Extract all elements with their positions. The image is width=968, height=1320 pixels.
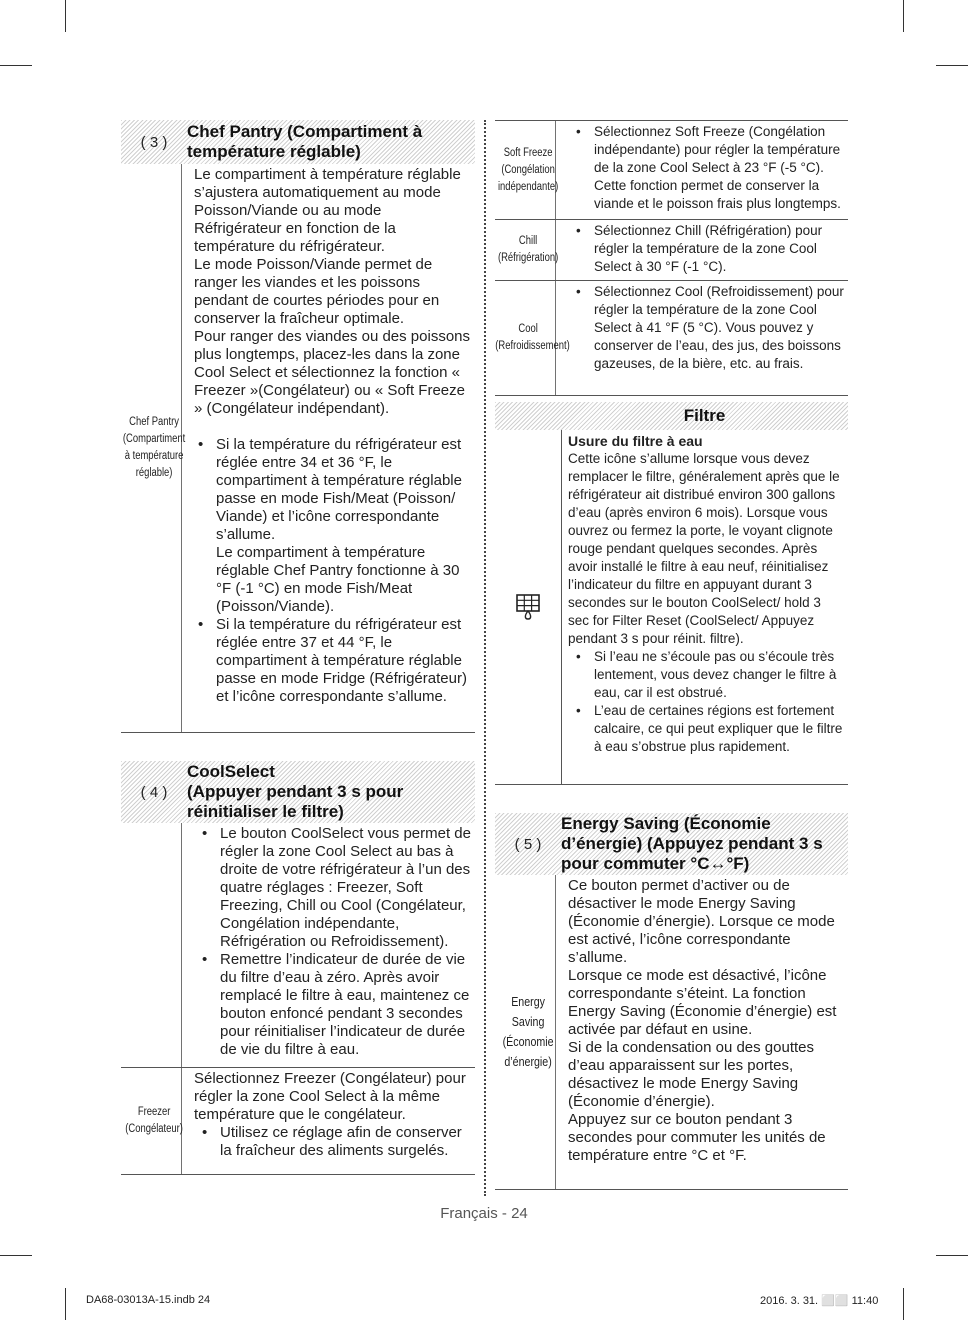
crop-mark — [903, 1288, 904, 1320]
row-content: Usure du filtre à eau Cette icône s’allume lorsque vous devez remplacer le filtre, généralement après que le réfrigérateur ait distribué environ 300 gallons d’eau (après environ 6 mois). Lorsque vous ouvrez ou fermez la porte, le voyant clignote rouge pendant quelques secondes. Après avoir installé le filtre à eau neuf, réinitialisez l’indicateur du filtre en appuyant durant 3 secondes sur le bouton CoolSelect/ hold 3 sec for Filter Reset (CoolSelect/ Appuyez pendant 3 s pour réinit. filtre). • Si l’eau ne s’écoule pas ou s’écoule très lentement, vous devez changer le filtre à eau, car il est obstrué. • L’eau de certaines régions est fortement calcaire, ce qui peut expliquer que le filtre à eau s’obstrue plus rapidement. — [562, 430, 848, 784]
section-number: ( 3 ) — [140, 133, 168, 151]
row-label — [495, 430, 562, 784]
row-content: Sélectionnez Freezer (Congélateur) pour régler la zone Cool Select à la même température que le congélateur. • Utilisez ce réglage afin de conserver la fraîcheur des aliments surgelés. — [188, 1068, 475, 1174]
row-label: Freezer (Congélateur) — [127, 1068, 182, 1174]
row-content: Le compartiment à température réglable s’ajustera automatiquement au mode Poisson/Viande ou au mode Réfrigérateur en fonction de la température du réfrigérateur. Le mode Poisson/Viande permet de ranger les viandes et les poissons pendant de courtes périodes pour en conserver la fraîcheur optimale. Pour ranger des viandes ou des poissons plus longtemps, placez-les dans la zone Cool Select et sélectionnez la fonction « Freezer »(Congélateur) ou « Soft Freeze » (Congélateur indépendant). • Si la température du réfrigérateur est réglée entre 34 et 36 °F, le compartiment à température réglable passe en mode Fish/Meat (Poisson/ Viande) et l’icône correspondante s’allume. Le compartiment à température réglable Chef Pantry fonctionne à 30 °F (-1 °C) en mode Fish/Meat (Poisson/Viande). • Si la température du réfrigérateur est réglée entre 37 et 44 °F, le compartiment à température réglable passe en mode Fridge (Réfrigérateur) et l’icône correspondante s’allume. — [188, 164, 475, 732]
freezer-row — [121, 1068, 475, 1175]
filtre-row — [495, 430, 848, 785]
left-column — [121, 120, 475, 1175]
crop-mark — [0, 65, 32, 66]
crop-mark — [65, 1288, 66, 1320]
list-item: • Si la température du réfrigérateur est réglée entre 37 et 44 °F, le compartiment à température réglable passe en mode Fridge (Réfrigérateur) et l’icône correspondante s’allume. — [216, 616, 471, 706]
list-item: • Utilisez ce réglage afin de conserver la fraîcheur des aliments surgelés. — [220, 1124, 471, 1160]
crop-mark — [936, 1255, 968, 1256]
print-slug: DA68-03013A-15.indb 24 — [86, 1294, 211, 1306]
crop-mark — [65, 0, 66, 32]
row-label: Cool (Refroidissement) — [501, 281, 556, 395]
list-item: • L’eau de certaines régions est fortement calcaire, ce qui peut expliquer que le filtre à eau s’obstrue plus rapidement. — [594, 702, 844, 756]
row-content — [188, 823, 475, 1067]
list-item: • Remettre l’indicateur de durée de vie du filtre d’eau à zéro. Après avoir remplacé le filtre à eau, maintenez ce bouton enfoncé pendant 3 secondes pour réinitialiser l’indicateur de durée de vie du filtre à eau. — [220, 951, 471, 1059]
row-content — [562, 220, 848, 280]
row-label: Chill (Réfrigération) — [501, 220, 556, 280]
chef-pantry-row — [121, 164, 475, 733]
row-label — [127, 823, 182, 1067]
right-column — [495, 120, 848, 1190]
section-number: ( 4 ) — [140, 783, 168, 801]
list-item: • Le bouton CoolSelect vous permet de régler la zone Cool Select au bas à droite de votre réfrigérateur à l’un des quatre réglages : Freezer, Soft Freezing, Chill ou Cool (Congélateur, Congélation indépendante, Réfrigération ou Refroidissement). — [220, 825, 471, 951]
row-label: Soft Freeze (Congélation indépendante) — [501, 121, 556, 219]
coolselect-row — [121, 823, 475, 1068]
row-label: Energy Saving (Économie d’énergie) — [501, 875, 556, 1189]
section-title: Filtre — [683, 406, 726, 425]
list-item: • Sélectionnez Soft Freeze (Congélation indépendante) pour régler la température de la zone Cool Select à 23 °F (-5 °C). Cette fonction permet de conserver la viande et le poisson frais plus longtemps. — [594, 123, 844, 213]
row-content — [562, 281, 848, 395]
crop-mark — [936, 65, 968, 66]
row-content: Ce bouton permet d’activer ou de désactiver le mode Energy Saving (Économie d’énergie). Lorsque ce mode est activé, l’icône correspondante s’allume. Lorsque ce mode est désactivé, l’icône correspondante s’éteint. La fonction Energy Saving (Économie d’énergie) est activée par défaut en usine. Si de la condensation ou des gouttes d’eau apparaissent sur les portes, désactivez le mode Energy Saving (Économie d’énergie). Appuyez sur ce bouton pendant 3 secondes pour commuter les unités de température entre °C et °F. — [568, 877, 837, 1164]
cool-row — [495, 281, 848, 396]
page-footer: Français - 24 — [440, 1205, 528, 1222]
section-3-header — [121, 120, 475, 164]
print-timestamp: 2016. 3. 31. ⬜⬜ 11:40 — [760, 1295, 879, 1307]
crop-mark — [0, 1255, 32, 1256]
water-filter-icon — [514, 593, 542, 621]
energy-saving-row — [495, 875, 848, 1190]
section-number: ( 5 ) — [514, 835, 542, 853]
section-4-header — [121, 761, 475, 823]
column-divider — [484, 120, 486, 1196]
chill-row — [495, 220, 848, 281]
list-item: • Sélectionnez Cool (Refroidissement) pour régler la température de la zone Cool Select à 41 °F (5 °C). Vous pouvez y conserver de l’eau, des jus, des boissons gazeuses, de la bière, etc. au frais. — [594, 283, 844, 373]
section-title: Energy Saving (Économie d’énergie) (Appuyez pendant 3 s pour commuter °C↔°F) — [561, 814, 823, 873]
section-title: CoolSelect (Appuyer pendant 3 s pour réinitialiser le filtre) — [187, 762, 404, 821]
list-item: • Si l’eau ne s’écoule pas ou s’écoule très lentement, vous devez changer le filtre à eau, car il est obstrué. — [594, 648, 844, 702]
list-item: • Si la température du réfrigérateur est réglée entre 34 et 36 °F, le compartiment à température réglable passe en mode Fish/Meat (Poisson/ Viande) et l’icône correspondante s’allume. Le compartiment à température réglable Chef Pantry fonctionne à 30 °F (-1 °C) en mode Fish/Meat (Poisson/Viande). — [216, 436, 471, 616]
section-5-header — [495, 813, 848, 875]
filtre-header — [495, 402, 848, 430]
row-label: Chef Pantry (Compartiment à température réglable) — [127, 164, 182, 732]
section-title: Chef Pantry (Compartiment à température réglable) — [187, 122, 423, 161]
list-item: • Sélectionnez Chill (Réfrigération) pour régler la température de la zone Cool Select à 30 °F (-1 °C). — [594, 222, 844, 276]
row-content — [562, 121, 848, 219]
soft-freeze-row — [495, 120, 848, 220]
crop-mark — [903, 0, 904, 32]
